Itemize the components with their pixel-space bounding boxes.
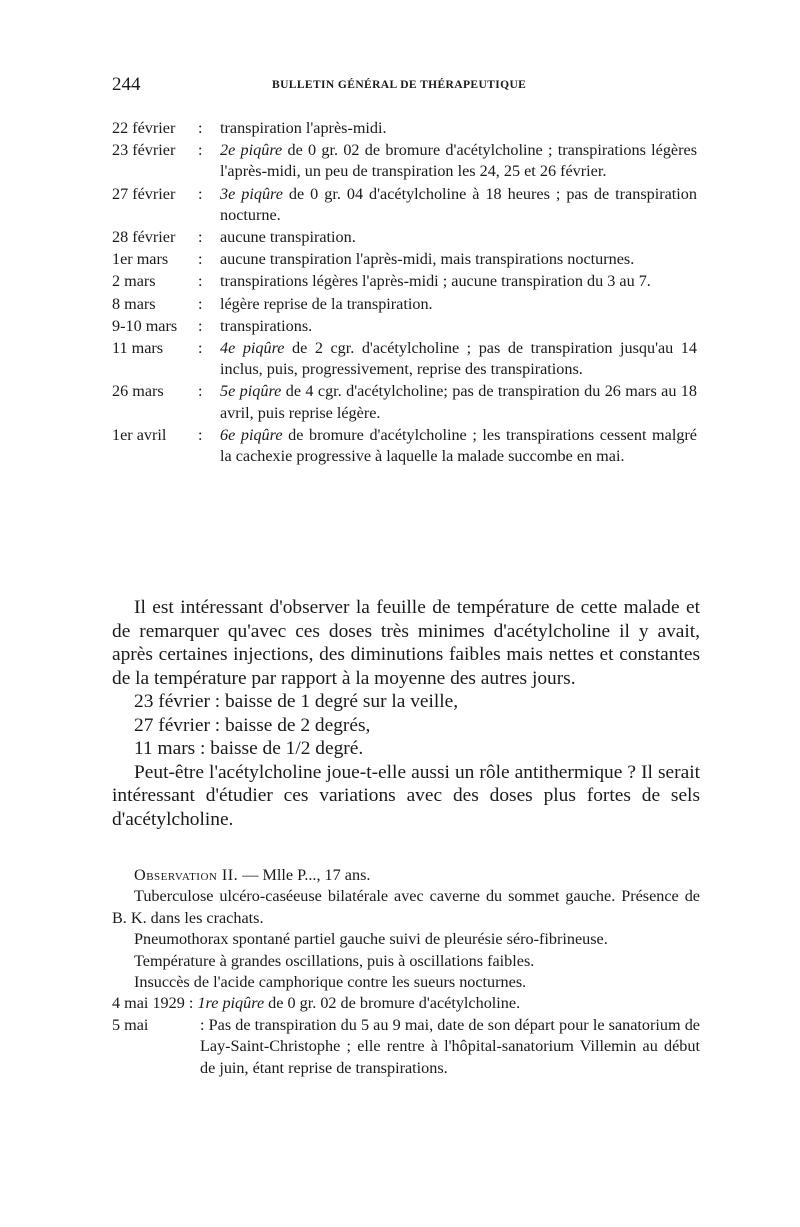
paragraph: Température à grandes oscillations, puis à oscillations faibles.	[134, 951, 535, 970]
entry-text	[220, 271, 697, 292]
injection-line	[112, 993, 700, 1014]
entry-separator: :	[198, 316, 203, 335]
entry-text	[220, 227, 697, 248]
entry-date: 28 février	[112, 228, 176, 247]
entry-separator: :	[198, 184, 203, 203]
journal-entry	[112, 140, 697, 182]
paragraph: Peut-être l'acétylcholine joue-t-elle aussi un rôle antithermique ? Il serait intéressant d'étudier ces variations avec des doses plus fortes de sels d'acétylcholine.	[112, 761, 700, 830]
running-title: BULLETIN GÉNÉRAL DE THÉRAPEUTIQUE	[272, 79, 527, 91]
entry-text	[220, 249, 697, 270]
entry-body: légère reprise de la transpiration.	[220, 294, 433, 313]
page-header	[112, 74, 704, 98]
journal-entry	[112, 271, 697, 292]
journal-entry	[112, 227, 697, 248]
entry-body: de 0 gr. 02 de bromure d'acétylcholine ; transpirations légères l'après-midi, un peu de transpiration les 24, 25 et 26 février.	[220, 141, 697, 181]
entry-separator: :	[198, 250, 203, 269]
entry-separator: :	[198, 119, 203, 137]
entry-date: 9-10 mars	[112, 316, 178, 335]
entry-date: 2 mars	[112, 272, 156, 291]
injection-label: 3e piqûre	[220, 184, 283, 203]
treatment-journal	[112, 118, 697, 468]
entry-date: 22 février	[112, 119, 176, 137]
entry-text	[220, 184, 697, 226]
journal-entry	[112, 118, 697, 139]
entry-date: 5 mai	[112, 1015, 149, 1034]
entry-text	[220, 338, 697, 380]
entry-separator: :	[198, 141, 203, 160]
entry-text	[220, 381, 697, 423]
journal-entry	[112, 249, 697, 270]
entry-text	[220, 118, 697, 139]
entry-separator: :	[198, 228, 203, 247]
journal-entry	[112, 381, 697, 423]
entry-body: transpirations.	[220, 316, 313, 335]
entry-body: de bromure d'acétylcholine ; les transpirations cessent malgré la cachexie progressive à laquelle la malade succombe en mai.	[220, 425, 697, 466]
journal-entry	[112, 1015, 700, 1079]
entry-separator: :	[198, 294, 203, 313]
entry-date: 26 mars	[112, 382, 164, 401]
observation-heading	[112, 865, 700, 886]
paragraph: Pneumothorax spontané partiel gauche suivi de pleurésie séro-fibrineuse.	[134, 930, 608, 949]
injection-label: 6e piqûre	[220, 425, 283, 444]
entry-date: 27 février	[112, 184, 176, 203]
temperature-line: 27 février : baisse de 2 degrés,	[134, 714, 371, 736]
journal-entry	[112, 316, 697, 337]
journal-entry	[112, 338, 697, 380]
entry-body: transpiration l'après-midi.	[220, 119, 387, 137]
temperature-line: 11 mars : baisse de 1/2 degré.	[134, 738, 364, 759]
entry-text: : Pas de transpiration du 5 au 9 mai, date de son départ pour le sanatorium de Lay-Saint-Christophe ; elle rentre à l'hôpital-sanatorium Villemin au début de juin, étant reprise de transpirations.	[200, 1015, 700, 1077]
temperature-line: 23 février : baisse de 1 degré sur la veille,	[134, 691, 459, 712]
entry-body: aucune transpiration l'après-midi, mais transpirations nocturnes.	[220, 250, 635, 269]
injection-label: 4e piqûre	[220, 339, 285, 358]
entry-separator: :	[198, 425, 203, 444]
entry-body: de 0 gr. 04 d'acétylcholine à 18 heures ; pas de transpiration nocturne.	[220, 184, 697, 224]
entry-date: 1er mars	[112, 250, 169, 269]
paragraph: Tuberculose ulcéro-caséeuse bilatérale avec caverne du sommet gauche. Présence de B. K. dans les crachats.	[112, 887, 700, 927]
injection-label: 5e piqûre	[220, 382, 282, 401]
entry-text	[220, 425, 697, 467]
entry-date: 8 mars	[112, 294, 156, 313]
injection-label: 2e piqûre	[220, 141, 283, 160]
entry-body: de 2 cgr. d'acétylcholine ; pas de transpiration jusqu'au 14 inclus, puis, progressivement, reprise des transpirations.	[220, 339, 697, 379]
entry-text	[220, 140, 697, 182]
journal-entry	[112, 425, 697, 467]
entry-separator: :	[198, 382, 203, 401]
entry-separator: :	[198, 339, 203, 358]
entry-separator: :	[198, 272, 203, 291]
observation-subject: — Mlle P..., 17 ans.	[238, 866, 371, 884]
entry-body: transpirations légères l'après-midi ; aucune transpiration du 3 au 7.	[220, 272, 651, 291]
entry-date: 1er avril	[112, 425, 167, 444]
commentary	[112, 596, 700, 831]
paragraph: Insuccès de l'acide camphorique contre les sueurs nocturnes.	[134, 973, 527, 992]
entry-body: de 4 cgr. d'acétylcholine; pas de transpiration du 26 mars au 18 avril, puis reprise légère.	[220, 382, 697, 422]
paragraph: Il est intéressant d'observer la feuille de température de cette malade et de remarquer qu'avec ces doses très minimes d'acétylcholine il y avait, après certaines injections, des diminutions faibles mais nettes et constantes de la température par rapport à la moyenne des autres jours.	[112, 597, 700, 689]
entry-body: aucune transpiration.	[220, 228, 356, 247]
entry-text	[220, 294, 697, 315]
injection-label: 1re piqûre	[197, 994, 265, 1013]
journal-entry	[112, 184, 697, 226]
observation-label: Observation II.	[134, 866, 239, 884]
entry-date: 23 février	[112, 141, 176, 160]
page-number: 244	[112, 74, 141, 95]
journal-entry	[112, 294, 697, 315]
entry-date: 11 mars	[112, 339, 164, 358]
observation-section	[112, 865, 700, 1079]
entry-text	[220, 316, 697, 337]
injection-text: de 0 gr. 02 de bromure d'acétylcholine.	[264, 994, 521, 1013]
injection-date: 4 mai 1929 :	[112, 994, 198, 1013]
